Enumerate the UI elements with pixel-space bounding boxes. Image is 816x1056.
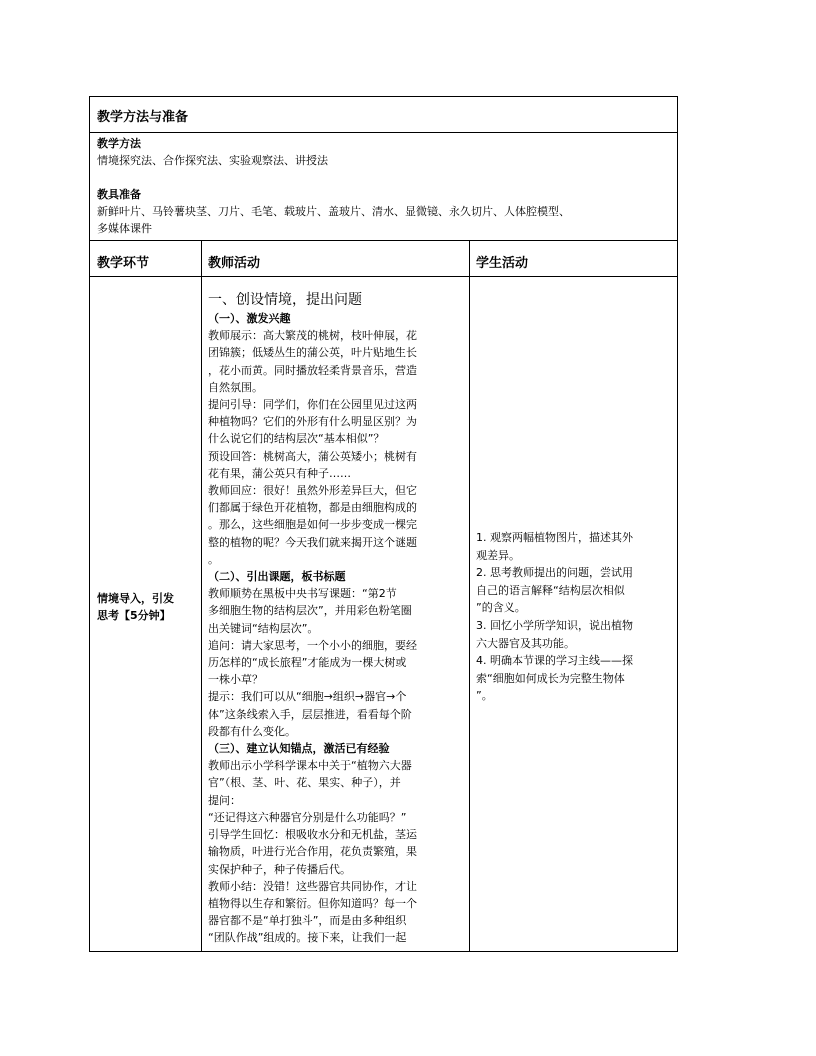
header-student: 学生活动 (476, 256, 529, 271)
teacher-line: 教师顺势在黑板中央书写课题：“第2节 (208, 587, 397, 601)
teacher-line: 教师小结：没错！这些器官共同协作，才让 (208, 879, 417, 893)
teacher-line: 引导学生回忆：根吸收水分和无机盐，茎运 (208, 828, 417, 842)
methods-text: 情境探究法、合作探究法、实验观察法、讲授法 (97, 154, 328, 167)
rule-title (90, 132, 677, 133)
teacher-line: 团锦簇；低矮丛生的蒲公英，叶片贴地生长 (208, 346, 417, 360)
student-activity (476, 529, 674, 705)
teacher-line: 花有果，蒲公英只有种子…… (208, 466, 351, 480)
teacher-line: 教师回应：很好！虽然外形差异巨大，但它 (208, 484, 417, 498)
tools-text-line1: 新鲜叶片、马铃薯块茎、刀片、毛笔、载玻片、盖玻片、清水、显微镜、永久切片、人体腔模型、 (97, 205, 570, 218)
methods-label: 教学方法 (97, 137, 141, 150)
student-line: ”。 (476, 689, 493, 703)
student-line: ”的含义。 (476, 601, 526, 615)
teacher-line: 器官都不是“单打独斗”，而是由多种组织 (208, 914, 407, 928)
student-line: 4. 明确本节课的学习主线——探 (476, 654, 633, 668)
teacher-line: 教师出示小学科学课本中关于“植物六大器 (208, 759, 412, 773)
teacher-line: 官”（根、茎、叶、花、果实、种子），并 (208, 776, 401, 790)
teacher-line: 们都属于绿色开花植物，都是由细胞构成的 (208, 501, 417, 515)
teacher-line: 。 (208, 552, 219, 566)
teacher-line: 追问：请大家思考，一个小小的细胞，要经 (208, 638, 417, 652)
teacher-line: 自然氛围。 (208, 380, 263, 394)
student-line: 观差异。 (476, 548, 520, 562)
student-line: 六大器官及其功能。 (476, 636, 575, 650)
student-line: 索“细胞如何成长为完整生物体 (476, 671, 625, 685)
teacher-line: “团队作战”组成的。接下来，让我们一起 (208, 931, 407, 945)
student-line: 3. 回忆小学所学知识，说出植物 (476, 618, 633, 632)
teacher-line: ，花小而黄。同时播放轻柔背景音乐，营造 (208, 363, 417, 377)
teacher-line: 历怎样的“成长旅程”才能成为一棵大树或 (208, 656, 407, 670)
teacher-line: 整的植物的呢？今天我们就来揭开这个谜题 (208, 535, 417, 549)
student-line: 1. 观察两幅植物图片，描述其外 (476, 531, 633, 544)
teacher-line: （三）、建立认知锚点，激活已有经验 (208, 742, 390, 756)
teacher-line: 提问引导：同学们，你们在公园里见过这两 (208, 398, 417, 412)
teacher-activity (208, 290, 464, 947)
student-line: 自己的语言解释“结构层次相似 (476, 583, 625, 597)
tools-text-line2: 多媒体课件 (97, 222, 152, 235)
teacher-line: 实保护种子，种子传播后代。 (208, 862, 351, 876)
stage-label-line2: 思考【5分钟】 (97, 609, 171, 622)
teacher-section-heading: 一、创设情境，提出问题 (208, 292, 362, 308)
teacher-line: 植物得以生存和繁衍。但你知道吗？每一个 (208, 896, 417, 910)
tools-label: 教具准备 (97, 188, 141, 201)
teacher-line: 什么说它们的结构层次“基本相似”？ (208, 432, 385, 446)
teacher-line: 出关键词“结构层次”。 (208, 621, 319, 635)
col-divider-1 (201, 240, 202, 952)
lesson-plan-table (89, 96, 678, 952)
header-teacher: 教师活动 (208, 256, 261, 271)
teacher-line: 一株小草？ (208, 673, 263, 687)
teacher-line: 种植物吗？它们的外形有什么明显区别？为 (208, 415, 417, 429)
section-title: 教学方法与准备 (97, 110, 189, 125)
teacher-line: 段都有什么变化。 (208, 724, 296, 738)
teacher-line: 输物质，叶进行光合作用，花负责繁殖，果 (208, 845, 417, 859)
teacher-line: 体”这条线索入手，层层推进，看看每个阶 (208, 707, 412, 721)
student-line: 2. 思考教师提出的问题，尝试用 (476, 566, 633, 580)
rule-header (90, 276, 677, 277)
teacher-line: “还记得这六种器官分别是什么功能吗？” (208, 810, 407, 824)
teacher-line: （二）、引出课题，板书标题 (208, 570, 346, 584)
teacher-line: 。那么，这些细胞是如何一步步变成一棵完 (208, 518, 417, 532)
teacher-line: 多细胞生物的结构层次”，并用彩色粉笔圈 (208, 604, 412, 618)
teacher-line: （一）、激发兴趣 (208, 312, 291, 325)
col-divider-2 (469, 240, 470, 952)
teacher-line: 预设回答：桃树高大，蒲公英矮小；桃树有 (208, 449, 417, 463)
stage-label-line1: 情境导入，引发 (97, 592, 174, 605)
teacher-line: 提问： (208, 793, 241, 807)
header-stage: 教学环节 (97, 256, 150, 271)
teacher-line: 教师展示：高大繁茂的桃树，枝叶伸展，花 (208, 329, 417, 343)
teacher-line: 提示：我们可以从“细胞→组织→器官→个 (208, 690, 407, 704)
rule-section-end (90, 240, 677, 241)
